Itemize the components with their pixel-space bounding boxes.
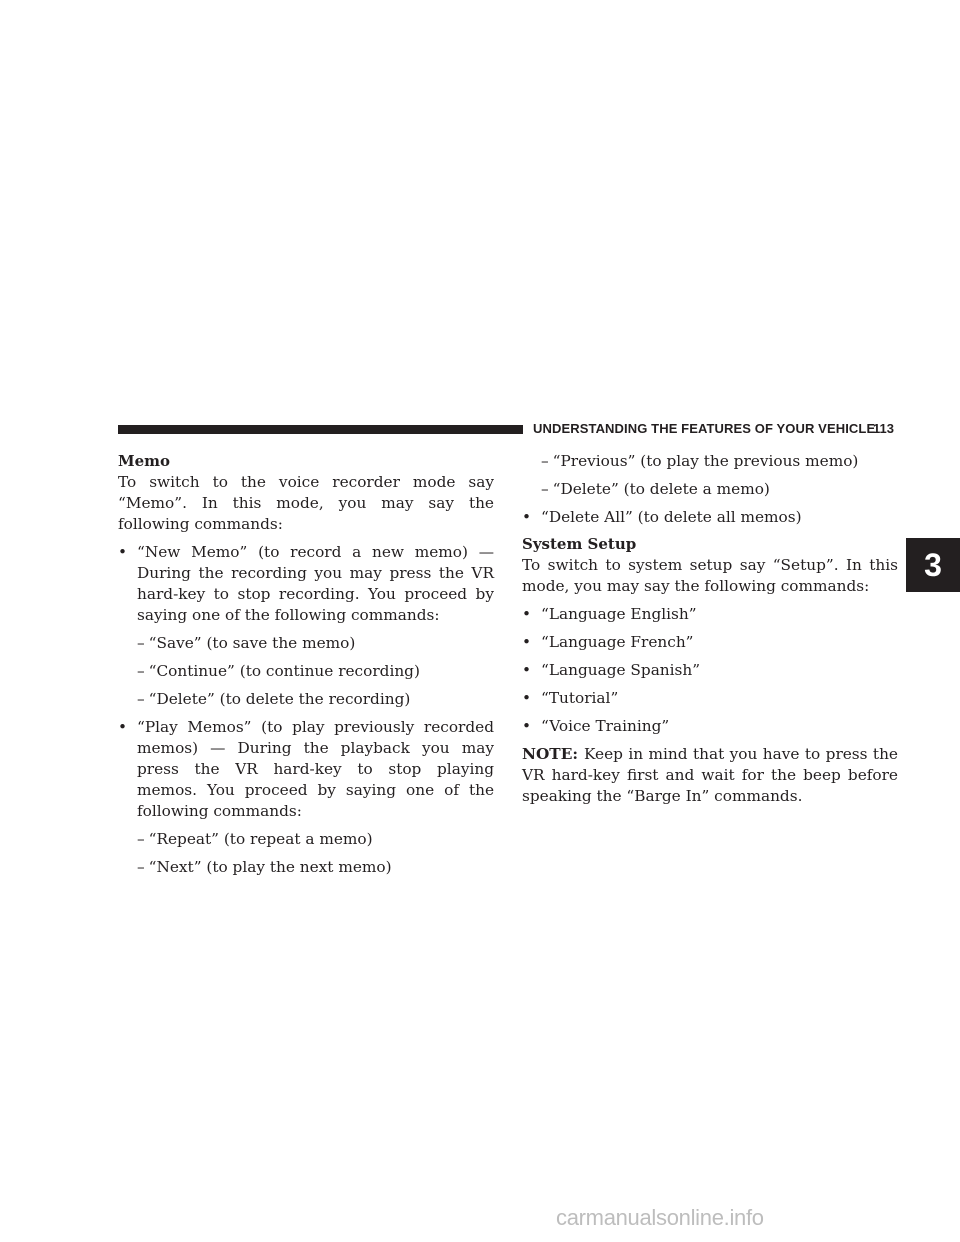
header-rule xyxy=(118,425,523,434)
setup-intro: To switch to system setup say “Setup”. In this mode, you may say the following commands: xyxy=(522,556,898,595)
system-setup-heading: System Setup xyxy=(522,535,637,553)
note-label: NOTE: xyxy=(522,745,578,763)
previous-command: “Previous” (to play the previous memo) xyxy=(552,452,859,470)
language-french-command: “Language French” xyxy=(541,633,694,651)
dash-icon: – xyxy=(137,634,145,652)
list-item xyxy=(118,857,494,878)
note-paragraph xyxy=(522,744,898,807)
dash-icon: – xyxy=(541,480,549,498)
list-item xyxy=(522,716,898,737)
language-english-command: “Language English” xyxy=(541,605,697,623)
list-item xyxy=(522,632,898,653)
list-item xyxy=(522,604,898,625)
voice-training-command: “Voice Training” xyxy=(541,717,670,735)
list-item xyxy=(118,689,494,710)
bullet-icon: • xyxy=(522,633,532,651)
bullet-icon: • xyxy=(118,543,128,561)
list-item xyxy=(118,661,494,682)
list-item xyxy=(118,829,494,850)
bullet-icon: • xyxy=(522,508,532,526)
next-command: “Next” (to play the next memo) xyxy=(148,858,392,876)
page-number: 113 xyxy=(873,421,894,436)
delete-all-command: “Delete All” (to delete all memos) xyxy=(541,508,802,526)
language-spanish-command: “Language Spanish” xyxy=(541,661,701,679)
repeat-command: “Repeat” (to repeat a memo) xyxy=(148,830,373,848)
bullet-icon: • xyxy=(522,605,532,623)
list-item xyxy=(522,660,898,681)
bullet-icon: • xyxy=(522,689,532,707)
watermark-text: carmanualsonline.info xyxy=(556,1205,764,1230)
list-item xyxy=(522,451,898,472)
list-item xyxy=(522,479,898,500)
new-memo-command: “New Memo” (to record a new memo) — During the recording you may press the VR hard-key to stop recording. You proceed by saying one of the following commands: xyxy=(137,543,494,624)
dash-icon: – xyxy=(541,452,549,470)
list-item xyxy=(118,542,494,626)
delete-memo-command: “Delete” (to delete a memo) xyxy=(552,480,770,498)
memo-intro: To switch to the voice recorder mode say “Memo”. In this mode, you may say the following commands: xyxy=(118,473,494,533)
dash-icon: – xyxy=(137,858,145,876)
bullet-icon: • xyxy=(118,718,128,736)
right-column xyxy=(522,451,898,807)
dash-icon: – xyxy=(137,830,145,848)
list-item xyxy=(522,507,898,528)
list-item xyxy=(522,688,898,709)
list-item xyxy=(118,717,494,822)
chapter-tab: 3 xyxy=(906,538,960,592)
bullet-icon: • xyxy=(522,661,532,679)
save-command: “Save” (to save the memo) xyxy=(148,634,356,652)
running-header: UNDERSTANDING THE FEATURES OF YOUR VEHICLE xyxy=(533,421,876,436)
delete-recording-command: “Delete” (to delete the recording) xyxy=(148,690,411,708)
list-item xyxy=(118,633,494,654)
left-column xyxy=(118,451,494,878)
memo-heading: Memo xyxy=(118,452,171,470)
dash-icon: – xyxy=(137,690,145,708)
tutorial-command: “Tutorial” xyxy=(541,689,619,707)
play-memos-command: “Play Memos” (to play previously recorded memos) — During the playback you may press the VR hard-key to stop playing memos. You proceed by saying one of the following commands: xyxy=(137,718,494,820)
dash-icon: – xyxy=(137,662,145,680)
continue-command: “Continue” (to continue recording) xyxy=(148,662,420,680)
bullet-icon: • xyxy=(522,717,532,735)
note-text: Keep in mind that you have to press the VR hard-key first and wait for the beep before speaking the “Barge In” commands. xyxy=(522,745,898,805)
